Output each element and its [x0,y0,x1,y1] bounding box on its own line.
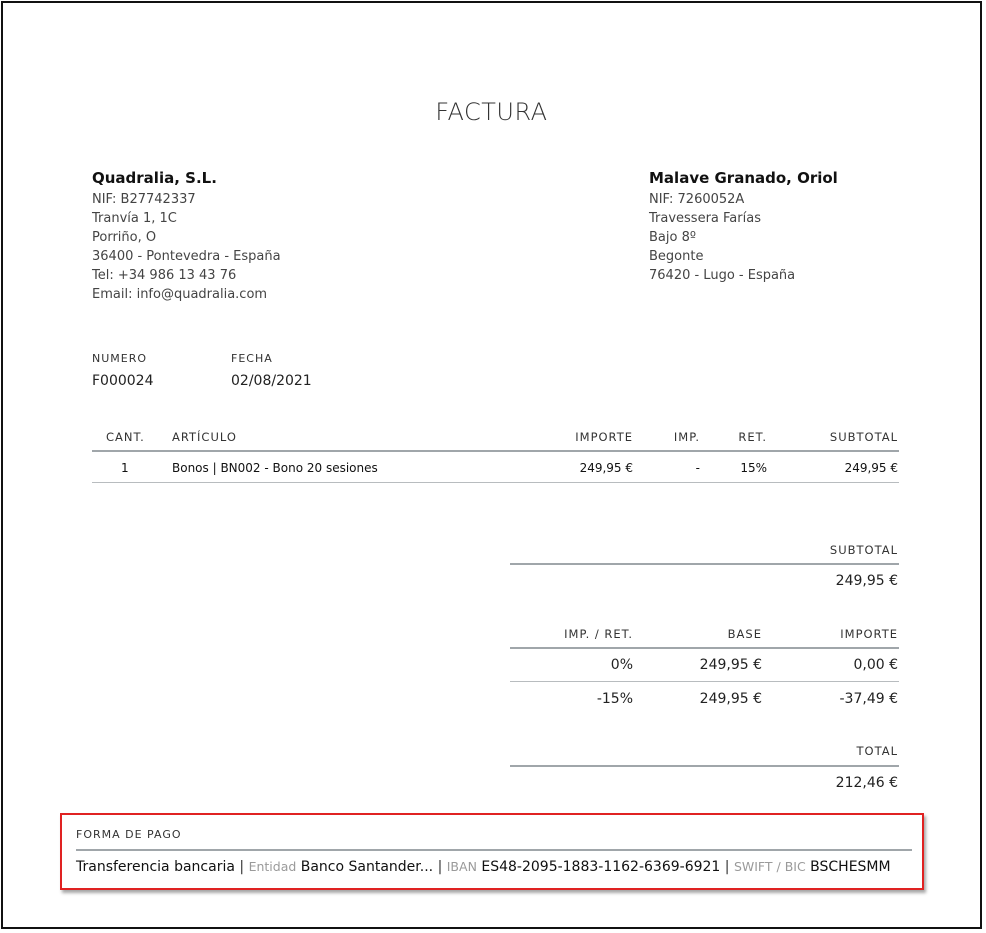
tax-col-importe: IMPORTE [840,627,898,641]
col-articulo: ARTÍCULO [172,430,237,444]
issuer-phone: Tel: +34 986 13 43 76 [92,268,237,283]
fecha-value: 02/08/2021 [231,373,312,389]
swift-value: BSCHESMM [810,859,891,875]
entity-label: Entidad [248,859,297,874]
col-imp: IMP. [673,430,700,444]
row-importe: 249,95 € [579,461,633,475]
table-header-rule [92,450,899,452]
issuer-postal: 36400 - Pontevedra - España [92,249,281,264]
client-block [649,169,838,285]
payment-method: Transferencia bancaria [76,859,235,875]
tax-row-rate: 0% [610,657,633,673]
entity-value: Banco Santander... [300,859,434,875]
total-label: TOTAL [856,744,898,758]
subtotal-label: SUBTOTAL [829,543,898,557]
issuer-email: Email: info@quadralia.com [92,287,268,302]
iban-value: ES48-2095-1883-1162-6369-6921 [481,859,721,875]
issuer-city: Porriño, O [92,230,157,245]
payment-rule [76,849,912,851]
total-value: 212,46 € [835,775,898,791]
fecha-label: FECHA [231,352,273,365]
tax-col-base: BASE [727,627,762,641]
tax-row-rule [510,681,899,682]
issuer-street: Tranvía 1, 1C [92,211,177,226]
issuer-block [92,169,281,304]
client-nif: NIF: 7260052A [649,192,745,207]
payment-label: FORMA DE PAGO [76,828,182,841]
payment-method-box [60,813,924,890]
row-ret: 15% [740,461,767,475]
col-importe: IMPORTE [575,430,633,444]
numero-label: NUMERO [92,352,148,365]
invoice-page [1,1,982,929]
client-street: Travessera Farías [649,211,761,226]
client-floor: Bajo 8º [649,230,696,245]
separator: | [239,859,245,875]
swift-label: SWIFT / BIC [733,859,806,874]
separator: | [437,859,443,875]
tax-row-base: 249,95 € [699,691,762,707]
row-articulo: Bonos | BN002 - Bono 20 sesiones [172,461,378,475]
subtotal-rule [510,563,899,565]
table-row-rule [92,482,899,483]
tax-header-rule [510,647,899,649]
client-postal: 76420 - Lugo - España [649,268,796,283]
row-subtotal: 249,95 € [844,461,898,475]
row-cant: 1 [121,461,129,475]
col-ret: RET. [738,430,767,444]
issuer-name: Quadralia, S.L. [92,169,217,187]
tax-row-rate: -15% [596,691,633,707]
client-city: Begonte [649,249,704,264]
separator: | [724,859,730,875]
subtotal-value: 249,95 € [835,573,898,589]
col-subtotal: SUBTOTAL [829,430,898,444]
numero-value: F000024 [92,373,154,389]
row-imp: - [695,461,700,475]
iban-label: IBAN [446,859,477,874]
col-cant: CANT. [106,430,145,444]
issuer-nif: NIF: B27742337 [92,192,196,207]
tax-row-importe: -37,49 € [839,691,898,707]
tax-row-importe: 0,00 € [853,657,898,673]
document-title: FACTURA [435,98,548,126]
payment-details [76,859,891,875]
client-name: Malave Granado, Oriol [649,169,838,187]
tax-row-base: 249,95 € [699,657,762,673]
tax-col-rate: IMP. / RET. [564,627,633,641]
total-rule [510,765,899,767]
